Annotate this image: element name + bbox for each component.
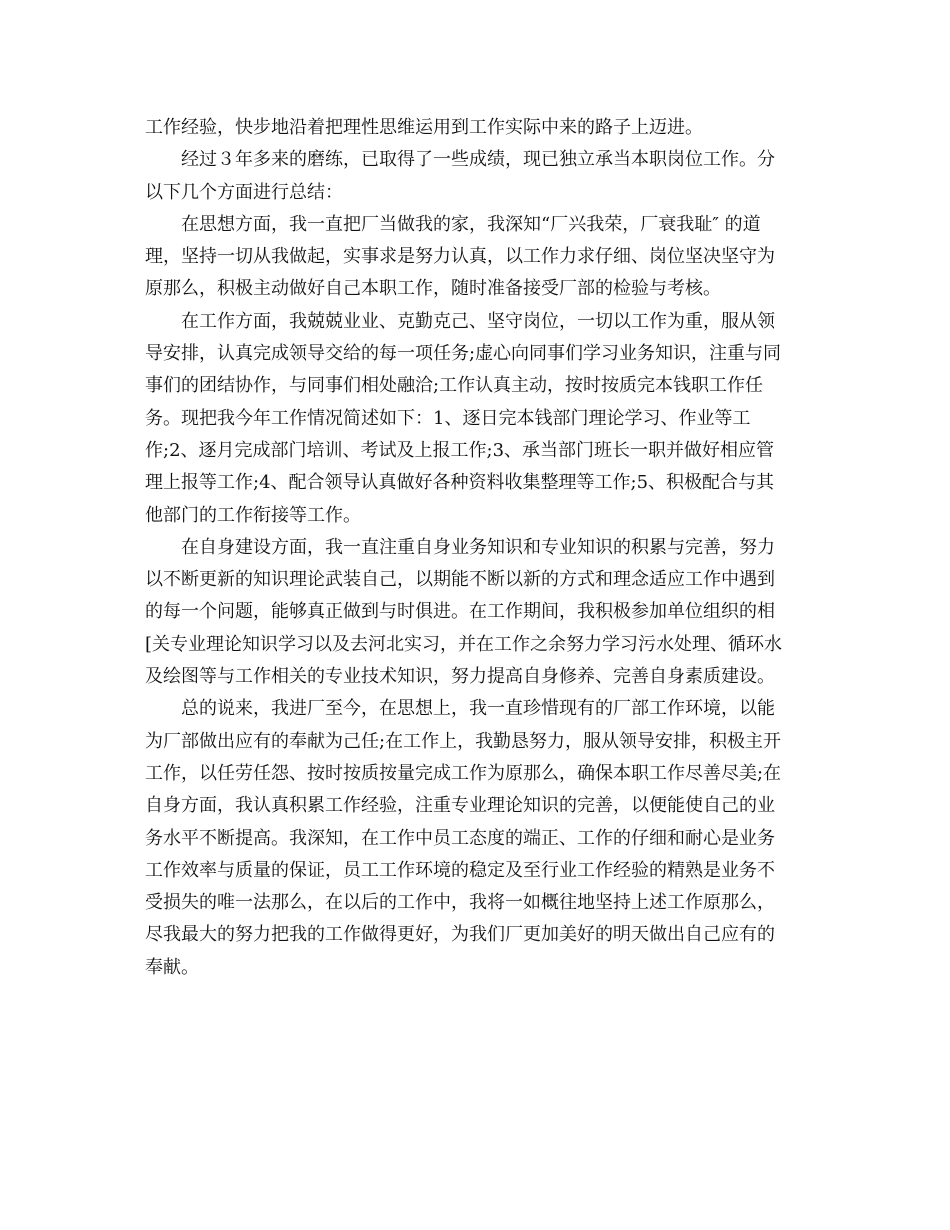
text-line: 理上报等工作;4、配合领导认真做好各种资料收集整理等工作;5、积极配合与其 [145,472,775,494]
text-line: 的每一个问题，能够真正做到与时俱进。在工作期间，我积极参加单位组织的相 [145,601,775,623]
text-line: 自身方面，我认真积累工作经验，注重专业理论知识的完善，以便能使自己的业 [145,795,775,817]
text-line: 工作效率与质量的保证，员工工作环境的稳定及至行业工作经验的精熟是业务不 [145,859,775,881]
text-line: 经过３年多来的磨练，已取得了一些成绩，现已独立承当本职岗位工作。分 [181,149,775,171]
text-line: [关专业理论知识学习以及去河北实习，并在工作之余努力学习污水处理、循环水 [145,633,783,655]
text-line: 他部门的工作衔接等工作。 [145,504,361,526]
text-line: 原那么，积极主动做好自己本职工作，随时准备接受厂部的检验与考核。 [145,278,721,300]
text-line: 事们的团结协作，与同事们相处融洽;工作认真主动，按时按质完本钱职工作任 [145,375,764,397]
text-line: 作;2、逐月完成部门培训、考试及上报工作;3、承当部门班长一职并做好相应管 [145,439,775,461]
text-line: 工作经验，快步地沿着把理性思维运用到工作实际中来的路子上迈进。 [145,117,703,138]
text-line: 导安排，认真完成领导交给的每一项任务;虚心向同事们学习业务知识，注重与同 [145,343,782,365]
text-line: 在自身建设方面，我一直注重自身业务知识和专业知识的积累与完善，努力 [181,536,775,558]
text-line: 为厂部做出应有的奉献为己任;在工作上，我勤恳努力，服从领导安排，积极主开 [145,730,782,752]
text-line: 以不断更新的知识理论武装自己，以期能不断以新的方式和理念适应工作中遇到 [145,569,775,591]
text-line: 尽我最大的努力把我的工作做得更好，为我们厂更加美好的明天做出自己应有的 [145,924,775,946]
text-line: 在工作方面，我兢兢业业、克勤克己、坚守岗位，一切以工作为重，服从领 [181,310,775,332]
text-line: 务。现把我今年工作情况简述如下：1、逐日完本钱部门理论学习、作业等工 [145,407,751,429]
text-line: 奉献。 [145,956,199,978]
text-line: 及绘图等与工作相关的专业技术知识，努力提高自身修养、完善自身素质建设。 [145,666,775,688]
text-line: 在思想方面，我一直把厂当做我的家，我深知“厂兴我荣，厂衰我耻″ 的道 [181,213,761,235]
text-line: 总的说来，我进厂至今，在思想上，我一直珍惜现有的厂部工作环境，以能 [181,698,775,720]
text-line: 务水平不断提高。我深知，在工作中员工态度的端正、工作的仔细和耐心是业务 [145,827,775,849]
text-line: 以下几个方面进行总结： [145,181,343,203]
document-body [145,112,805,984]
text-line: 受损失的唯一法那么，在以后的工作中，我将一如概往地坚持上述工作原那么， [145,892,775,914]
text-line: 工作，以任劳任怨、按时按质按量完成工作为原那么，确保本职工作尽善尽美;在 [145,762,782,784]
text-line: 理，坚持一切从我做起，实事求是努力认真，以工作力求仔细、岗位坚决坚守为 [145,246,775,268]
